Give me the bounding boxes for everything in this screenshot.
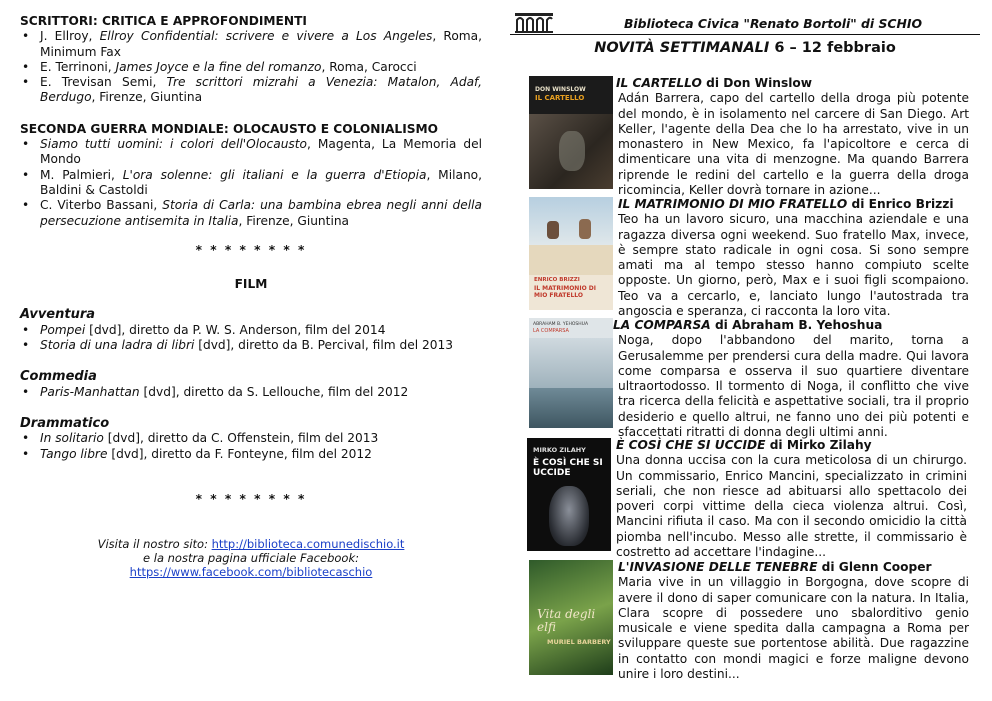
- list-item: • E. Trevisan Semi, Tre scrittori mizrahi a Venezia: Matalon, Adaf, Berdugo, Firenze, Giuntina: [22, 75, 482, 105]
- writers-list: [20, 29, 482, 105]
- list-item: • Siamo tutti uomini: i colori dell'Olocausto, Magenta, La Memoria del Mondo: [22, 137, 482, 167]
- book-title: È COSÌ CHE SI UCCIDE di Mirko Zilahy: [616, 438, 872, 452]
- ww2-list: [20, 137, 482, 229]
- list-item: • Paris-Manhattan [dvd], diretto da S. Lellouche, film del 2012: [22, 384, 409, 399]
- book-description: Noga, dopo l'abbandono del marito, torna a Gerusalemme per prendersi cura della madre. Qui lavora come comparsa e osserva il suo quartiere diventare ultraortodosso. Il tormento di Noga, il conflitto che vive tra ricerca della felicità e aspettative sociali, tra il proprio desiderio e quello altrui, ne fanno uno dei più potenti e sfaccettati ritratti di donna degli ultimi anni.: [618, 333, 969, 440]
- library-header: [510, 10, 980, 35]
- left-column: [20, 14, 482, 579]
- book-title: LA COMPARSA di Abraham B. Yehoshua: [613, 318, 883, 332]
- genre-heading: Commedia: [20, 369, 97, 385]
- list-item: • In solitario [dvd], diretto da C. Offenstein, film del 2013: [22, 431, 379, 446]
- list-item: • Pompei [dvd], diretto da P. W. S. Anderson, film del 2014: [22, 322, 386, 337]
- book-description: Maria vive in un villaggio in Borgogna, dove scopre di avere il dono di saper comunicare con la natura. In Italia, Clara scopre di possedere uno sbalorditivo genio musicale e viene spedita dalla campagna a Roma per sviluppare queste sue portentose abilità. Due ragazzine in contatto con mondi magici e forze maligne devono unire i loro destini...: [618, 575, 969, 682]
- book-cover: ENRICO BRIZZI IL MATRIMONIO DI MIO FRATELLO: [529, 197, 613, 310]
- right-column: [510, 10, 980, 56]
- separator-stars: * * * * * * * *: [195, 242, 307, 257]
- book-title: IL MATRIMONIO DI MIO FRATELLO di Enrico Brizzi: [618, 197, 954, 211]
- section-heading-writers: SCRITTORI: CRITICA E APPROFONDIMENTI: [20, 14, 307, 28]
- library-name: Biblioteca Civica "Renato Bortoli" di SCHIO: [623, 16, 922, 31]
- list-item: • Storia di una ladra di libri [dvd], diretto da B. Percival, film del 2013: [22, 338, 453, 353]
- book-title: IL CARTELLO di Don Winslow: [616, 76, 813, 90]
- book-cover: ABRAHAM B. YEHOSHUA LA COMPARSA: [529, 318, 613, 428]
- weekly-news-title: NOVITÀ SETTIMANALI 6 – 12 febbraio: [594, 40, 896, 56]
- book-description: Una donna uccisa con la cura meticolosa di un chirurgo. Un commissario, Enrico Mancini, specializzato in crimini seriali, che non riesce ad abituarsi allo spettacolo dei poveri corpi vittime della cieca violenza altrui. Così, Mancini rifiuta il caso. Ma con il secondo omicidio la città piomba nell'incubo. Messo alle strette, il commissario è costretto ad accettare l'indagine...: [616, 453, 967, 560]
- genre-heading: Drammatico: [20, 415, 110, 431]
- list-item: • Tango libre [dvd], diretto da F. Fonteyne, film del 2012: [22, 446, 372, 461]
- list-item: • J. Ellroy, Ellroy Confidential: scrivere e vivere a Los Angeles, Roma, Minimum Fax: [22, 29, 482, 59]
- genre-list: [20, 431, 482, 462]
- book-title: L'INVASIONE DELLE TENEBRE di Glenn Cooper: [618, 560, 932, 574]
- genre-list: [20, 385, 482, 400]
- library-logo-icon: [514, 12, 554, 34]
- list-item: • E. Terrinoni, James Joyce e la fine del romanzo, Roma, Carocci: [22, 59, 417, 74]
- list-item: • C. Viterbo Bassani, Storia di Carla: una bambina ebrea negli anni della persecuzione antisemita in Italia, Firenze, Giuntina: [22, 198, 482, 228]
- book-cover: Vita degli elfi MURIEL BARBERY: [529, 560, 613, 675]
- film-heading: FILM: [234, 277, 268, 292]
- facebook-link[interactable]: https://www.facebook.com/bibliotecaschio: [129, 565, 373, 580]
- book-description: Teo ha un lavoro sicuro, una macchina aziendale e una ragazza diversa ogni weekend. Suo fratello Max, invece, è sempre stato radicale in ogni cosa. Si sono sempre amati ma al tempo stesso hanno compiuto scelte opposte. Un giorno, però, Max e i suoi figli scompaiono. Teo va a cercarlo, e, lanciato lungo l'autostrada tra angoscia e speranza, ci racconta la loro vita.: [618, 212, 969, 319]
- website-link[interactable]: http://biblioteca.comunedischio.it: [211, 537, 405, 552]
- book-cover: DON WINSLOW IL CARTELLO: [529, 76, 613, 189]
- genre-list: [20, 323, 482, 354]
- visit-block: Visita il nostro sito: http://biblioteca.comunedischio.it e la nostra pagina ufficiale Facebook: https://www.facebook.com/bibliotecaschio: [97, 537, 405, 580]
- list-item: • M. Palmieri, L'ora solenne: gli italiani e la guerra d'Etiopia, Milano, Baldini & Castoldi: [22, 167, 482, 197]
- book-description: Adán Barrera, capo del cartello della droga più potente del mondo, è in isolamento nel carcere di San Diego. Art Keller, l'agente della Dea che lo ha arrestato, vive in un monastero in New Mexico, fa l'apicoltore e cerca di dimenticare una vita di menzogne. Ma quando Barrera riprende le redini del cartello e la guerra della droga ricomincia, Keller dovrà tornare in azione...: [618, 91, 969, 198]
- section-heading-ww2: SECONDA GUERRA MONDIALE: OLOCAUSTO E COLONIALISMO: [20, 121, 438, 136]
- separator-stars: * * * * * * * *: [195, 491, 307, 506]
- genre-heading: Avventura: [20, 307, 96, 323]
- book-cover: MIRKO ZILAHY È COSÌ CHE SI UCCIDE: [527, 438, 611, 551]
